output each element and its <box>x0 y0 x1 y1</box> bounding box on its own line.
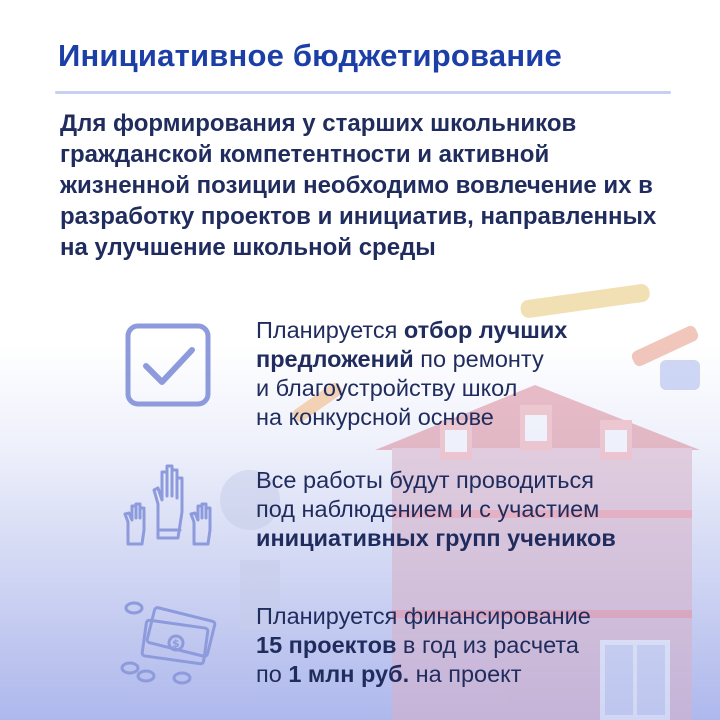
item-3-line-2: 15 проектов в год из расчета <box>256 632 579 658</box>
item-3-text <box>256 602 591 689</box>
item-2-line-3: инициативных групп учеников <box>256 525 616 551</box>
item-2-text <box>256 466 616 553</box>
item-2-line-1: Все работы будут проводиться <box>256 467 594 493</box>
item-1-line-1: Планируется отбор лучших <box>256 317 568 343</box>
item-1-line-3: и благоустройству школ <box>256 375 518 401</box>
item-1-line-2: предложений по ремонту <box>256 346 544 372</box>
item-1-text <box>256 316 567 432</box>
raised-hands-icon <box>122 460 218 550</box>
page-title: Инициативное бюджетирование <box>58 38 562 73</box>
item-3-line-3: по 1 млн руб. на проект <box>256 661 522 687</box>
item-3-line-1: Планируется финансирование <box>256 603 591 629</box>
title-divider <box>55 91 671 94</box>
item-1-line-4: на конкурсной основе <box>256 404 494 430</box>
checkbox-icon <box>124 322 218 410</box>
money-coins-icon <box>120 596 220 686</box>
intro-paragraph: Для формирования у старших школьников гражданской компетентности и активной жизненной позиции необходимо вовлечение их в разработку проектов и инициатив, направленных на улучшение школьной среды <box>60 110 657 261</box>
svg-text:$: $ <box>172 637 180 650</box>
item-2-line-2: под наблюдением и с участием <box>256 496 600 522</box>
